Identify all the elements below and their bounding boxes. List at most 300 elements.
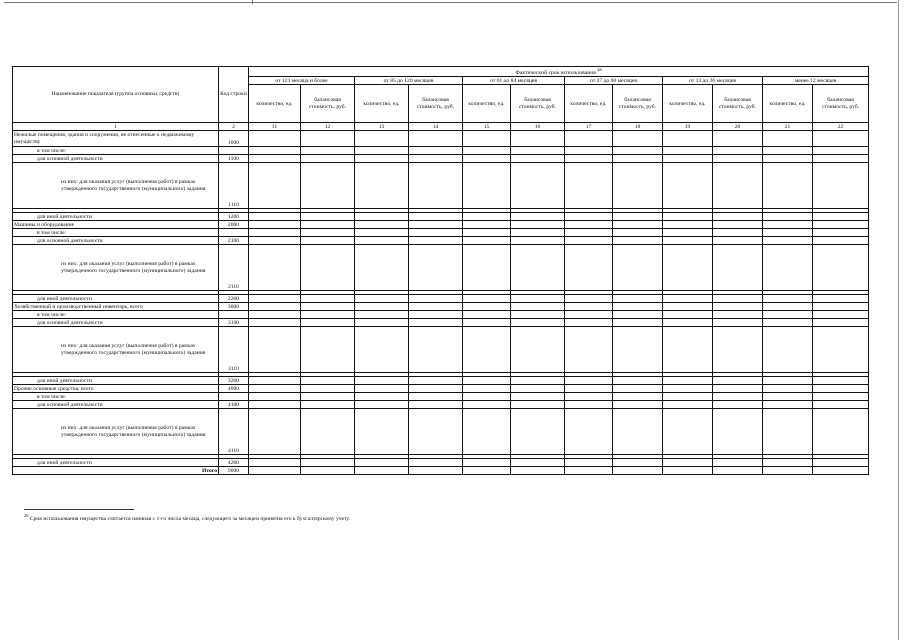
fixed-assets-table-container — [12, 66, 868, 490]
balance-cell[interactable] — [713, 221, 763, 229]
balance-cell[interactable] — [511, 409, 565, 455]
balance-header: балансовая стоимость, руб. — [511, 85, 565, 123]
column-number: 1 — [13, 123, 219, 131]
column-number-row — [13, 123, 869, 131]
balance-cell[interactable] — [713, 147, 763, 155]
qty-cell[interactable] — [663, 163, 713, 209]
balance-cell[interactable] — [613, 295, 663, 303]
table-row — [13, 303, 869, 311]
table-row — [13, 311, 869, 319]
balance-cell[interactable] — [511, 229, 565, 237]
balance-cell[interactable] — [409, 213, 463, 221]
balance-cell[interactable] — [813, 237, 869, 245]
row-code: 3000 — [219, 303, 249, 311]
balance-cell[interactable] — [301, 213, 355, 221]
qty-cell[interactable] — [463, 147, 511, 155]
qty-cell[interactable] — [355, 131, 409, 147]
balance-cell[interactable] — [511, 319, 565, 327]
balance-cell[interactable] — [409, 229, 463, 237]
qty-cell[interactable] — [763, 237, 813, 245]
qty-cell[interactable] — [463, 327, 511, 373]
balance-cell[interactable] — [409, 409, 463, 455]
qty-cell[interactable] — [355, 155, 409, 163]
row-name: из них: для оказания услуг (выполнения работ) в рамках утвержденного государственного (муниципального) задания — [13, 327, 219, 373]
balance-cell[interactable] — [301, 319, 355, 327]
balance-cell[interactable] — [613, 327, 663, 373]
qty-cell[interactable] — [463, 237, 511, 245]
balance-cell[interactable] — [301, 221, 355, 229]
qty-cell[interactable] — [463, 311, 511, 319]
qty-cell[interactable] — [565, 229, 613, 237]
column-number: 14 — [409, 123, 463, 131]
balance-cell[interactable] — [813, 147, 869, 155]
qty-cell[interactable] — [355, 229, 409, 237]
balance-cell[interactable] — [613, 467, 663, 475]
qty-cell[interactable] — [249, 237, 301, 245]
qty-cell[interactable] — [663, 221, 713, 229]
balance-cell[interactable] — [713, 163, 763, 209]
qty-cell[interactable] — [565, 311, 613, 319]
qty-cell[interactable] — [565, 221, 613, 229]
qty-cell[interactable] — [355, 393, 409, 401]
qty-cell[interactable] — [463, 163, 511, 209]
qty-cell[interactable] — [663, 295, 713, 303]
qty-cell[interactable] — [763, 459, 813, 467]
qty-cell[interactable] — [249, 467, 301, 475]
balance-cell[interactable] — [511, 467, 565, 475]
qty-cell[interactable] — [463, 467, 511, 475]
balance-cell[interactable] — [409, 237, 463, 245]
qty-cell[interactable] — [763, 401, 813, 409]
balance-cell[interactable] — [813, 459, 869, 467]
balance-cell[interactable] — [613, 385, 663, 393]
qty-cell[interactable] — [663, 311, 713, 319]
balance-cell[interactable] — [301, 401, 355, 409]
table-row — [13, 131, 869, 147]
balance-cell[interactable] — [511, 327, 565, 373]
balance-cell[interactable] — [409, 221, 463, 229]
balance-cell[interactable] — [613, 459, 663, 467]
qty-cell[interactable] — [663, 409, 713, 455]
qty-cell[interactable] — [565, 147, 613, 155]
qty-cell[interactable] — [463, 131, 511, 147]
balance-cell[interactable] — [409, 311, 463, 319]
qty-cell[interactable] — [763, 147, 813, 155]
qty-cell[interactable] — [249, 377, 301, 385]
balance-cell[interactable] — [301, 409, 355, 455]
column-number: 11 — [249, 123, 301, 131]
table-row — [13, 245, 869, 291]
qty-cell[interactable] — [565, 213, 613, 221]
balance-cell[interactable] — [409, 303, 463, 311]
balance-cell[interactable] — [613, 229, 663, 237]
qty-cell[interactable] — [763, 319, 813, 327]
balance-cell[interactable] — [511, 155, 565, 163]
qty-cell[interactable] — [355, 213, 409, 221]
balance-cell[interactable] — [511, 377, 565, 385]
qty-cell[interactable] — [565, 327, 613, 373]
balance-cell[interactable] — [511, 163, 565, 209]
balance-cell[interactable] — [409, 377, 463, 385]
qty-cell[interactable] — [463, 229, 511, 237]
group-header: от 37 до 60 месяцев — [565, 77, 663, 85]
balance-cell[interactable] — [813, 245, 869, 291]
qty-cell[interactable] — [249, 327, 301, 373]
qty-header: количество, ед. — [355, 85, 409, 123]
balance-cell[interactable] — [613, 245, 663, 291]
qty-cell[interactable] — [763, 467, 813, 475]
qty-cell[interactable] — [355, 147, 409, 155]
balance-cell[interactable] — [613, 213, 663, 221]
balance-cell[interactable] — [813, 131, 869, 147]
qty-cell[interactable] — [565, 163, 613, 209]
qty-cell[interactable] — [663, 229, 713, 237]
balance-cell[interactable] — [511, 147, 565, 155]
qty-cell[interactable] — [565, 319, 613, 327]
qty-cell[interactable] — [663, 213, 713, 221]
qty-cell[interactable] — [249, 147, 301, 155]
balance-cell[interactable] — [713, 213, 763, 221]
balance-cell[interactable] — [813, 377, 869, 385]
balance-cell[interactable] — [511, 237, 565, 245]
balance-cell[interactable] — [409, 401, 463, 409]
balance-cell[interactable] — [713, 245, 763, 291]
balance-cell[interactable] — [613, 131, 663, 147]
balance-cell[interactable] — [813, 221, 869, 229]
balance-cell[interactable] — [409, 385, 463, 393]
balance-cell[interactable] — [813, 213, 869, 221]
qty-cell[interactable] — [663, 401, 713, 409]
qty-cell[interactable] — [355, 319, 409, 327]
qty-cell[interactable] — [463, 221, 511, 229]
qty-cell[interactable] — [249, 221, 301, 229]
balance-cell[interactable] — [613, 155, 663, 163]
balance-cell[interactable] — [713, 319, 763, 327]
qty-cell[interactable] — [355, 401, 409, 409]
balance-cell[interactable] — [511, 459, 565, 467]
table-row — [13, 155, 869, 163]
row-name: Итого — [13, 467, 219, 475]
qty-cell[interactable] — [355, 303, 409, 311]
qty-cell[interactable] — [249, 245, 301, 291]
balance-cell[interactable] — [713, 409, 763, 455]
qty-cell[interactable] — [565, 401, 613, 409]
qty-cell[interactable] — [763, 131, 813, 147]
balance-cell[interactable] — [713, 155, 763, 163]
row-name: для основной деятельности — [13, 237, 219, 245]
qty-cell[interactable] — [249, 213, 301, 221]
row-code: 3110 — [219, 327, 249, 373]
balance-cell[interactable] — [301, 147, 355, 155]
qty-cell[interactable] — [355, 221, 409, 229]
balance-cell[interactable] — [613, 393, 663, 401]
row-code: 1200 — [219, 213, 249, 221]
qty-cell[interactable] — [355, 237, 409, 245]
qty-cell[interactable] — [565, 295, 613, 303]
qty-cell[interactable] — [663, 385, 713, 393]
balance-cell[interactable] — [301, 459, 355, 467]
qty-cell[interactable] — [355, 163, 409, 209]
balance-cell[interactable] — [813, 163, 869, 209]
balance-cell[interactable] — [813, 409, 869, 455]
row-code: 2100 — [219, 237, 249, 245]
balance-cell[interactable] — [713, 459, 763, 467]
qty-cell[interactable] — [763, 295, 813, 303]
balance-cell[interactable] — [713, 467, 763, 475]
balance-cell[interactable] — [409, 155, 463, 163]
balance-cell[interactable] — [613, 221, 663, 229]
balance-cell[interactable] — [813, 311, 869, 319]
balance-cell[interactable] — [813, 385, 869, 393]
balance-cell[interactable] — [409, 131, 463, 147]
qty-cell[interactable] — [663, 319, 713, 327]
balance-cell[interactable] — [511, 295, 565, 303]
balance-cell[interactable] — [409, 245, 463, 291]
qty-cell[interactable] — [763, 409, 813, 455]
qty-cell[interactable] — [355, 467, 409, 475]
qty-cell[interactable] — [249, 155, 301, 163]
balance-cell[interactable] — [511, 393, 565, 401]
balance-cell[interactable] — [613, 409, 663, 455]
balance-cell[interactable] — [301, 131, 355, 147]
balance-cell[interactable] — [713, 131, 763, 147]
qty-cell[interactable] — [663, 131, 713, 147]
balance-cell[interactable] — [301, 311, 355, 319]
balance-cell[interactable] — [301, 295, 355, 303]
balance-cell[interactable] — [613, 377, 663, 385]
balance-cell[interactable] — [409, 459, 463, 467]
header-fact-usage — [249, 67, 869, 77]
balance-cell[interactable] — [301, 163, 355, 209]
row-name: для иной деятельности — [13, 459, 219, 467]
qty-cell[interactable] — [463, 401, 511, 409]
table-row-total — [13, 467, 869, 475]
balance-cell[interactable] — [813, 155, 869, 163]
qty-cell[interactable] — [249, 319, 301, 327]
balance-cell[interactable] — [301, 245, 355, 291]
balance-cell[interactable] — [713, 327, 763, 373]
balance-cell[interactable] — [713, 303, 763, 311]
qty-cell[interactable] — [355, 409, 409, 455]
qty-cell[interactable] — [565, 467, 613, 475]
balance-cell[interactable] — [409, 319, 463, 327]
qty-cell[interactable] — [463, 393, 511, 401]
balance-cell[interactable] — [301, 393, 355, 401]
column-number: 21 — [763, 123, 813, 131]
qty-cell[interactable] — [249, 163, 301, 209]
qty-cell[interactable] — [763, 221, 813, 229]
balance-cell[interactable] — [813, 327, 869, 373]
qty-header: количество, ед. — [565, 85, 613, 123]
balance-cell[interactable] — [713, 311, 763, 319]
balance-cell[interactable] — [409, 163, 463, 209]
row-name: Хозяйственный и производственный инвентарь, всего — [13, 303, 219, 311]
qty-cell[interactable] — [463, 377, 511, 385]
qty-cell[interactable] — [249, 311, 301, 319]
balance-cell[interactable] — [713, 393, 763, 401]
qty-cell[interactable] — [565, 245, 613, 291]
qty-cell[interactable] — [565, 237, 613, 245]
qty-cell[interactable] — [463, 385, 511, 393]
balance-cell[interactable] — [813, 229, 869, 237]
balance-cell[interactable] — [301, 377, 355, 385]
balance-cell[interactable] — [301, 327, 355, 373]
balance-cell[interactable] — [813, 303, 869, 311]
balance-cell[interactable] — [301, 229, 355, 237]
qty-cell[interactable] — [763, 393, 813, 401]
balance-cell[interactable] — [511, 213, 565, 221]
table-row — [13, 213, 869, 221]
balance-header: балансовая стоимость, руб. — [409, 85, 463, 123]
group-header: от 121 месяца и более — [249, 77, 355, 85]
footnote-mark: 26 — [24, 513, 29, 518]
qty-cell[interactable] — [763, 213, 813, 221]
qty-cell[interactable] — [355, 311, 409, 319]
balance-cell[interactable] — [813, 393, 869, 401]
row-code: 4200 — [219, 459, 249, 467]
balance-cell[interactable] — [713, 237, 763, 245]
qty-cell[interactable] — [463, 459, 511, 467]
qty-cell[interactable] — [763, 163, 813, 209]
balance-cell[interactable] — [613, 319, 663, 327]
qty-cell[interactable] — [463, 295, 511, 303]
balance-cell[interactable] — [713, 401, 763, 409]
qty-cell[interactable] — [463, 303, 511, 311]
qty-cell[interactable] — [249, 295, 301, 303]
qty-cell[interactable] — [663, 245, 713, 291]
balance-cell[interactable] — [613, 303, 663, 311]
qty-cell[interactable] — [565, 409, 613, 455]
balance-cell[interactable] — [301, 467, 355, 475]
table-row — [13, 147, 869, 155]
qty-header: количество, ед. — [249, 85, 301, 123]
balance-cell[interactable] — [813, 295, 869, 303]
column-number: 22 — [813, 123, 869, 131]
balance-cell[interactable] — [713, 385, 763, 393]
balance-cell[interactable] — [511, 385, 565, 393]
qty-cell[interactable] — [763, 229, 813, 237]
balance-cell[interactable] — [813, 319, 869, 327]
row-code — [219, 229, 249, 237]
balance-cell[interactable] — [511, 245, 565, 291]
balance-cell[interactable] — [301, 303, 355, 311]
qty-cell[interactable] — [763, 303, 813, 311]
qty-cell[interactable] — [249, 401, 301, 409]
qty-cell[interactable] — [249, 131, 301, 147]
qty-cell[interactable] — [463, 245, 511, 291]
qty-header: количество, ед. — [663, 85, 713, 123]
balance-cell[interactable] — [301, 155, 355, 163]
balance-cell[interactable] — [613, 401, 663, 409]
balance-cell[interactable] — [409, 327, 463, 373]
balance-cell[interactable] — [511, 311, 565, 319]
balance-cell[interactable] — [409, 467, 463, 475]
qty-cell[interactable] — [663, 327, 713, 373]
balance-cell[interactable] — [613, 237, 663, 245]
qty-cell[interactable] — [565, 393, 613, 401]
qty-cell[interactable] — [565, 131, 613, 147]
qty-cell[interactable] — [249, 459, 301, 467]
qty-cell[interactable] — [663, 467, 713, 475]
qty-cell[interactable] — [249, 393, 301, 401]
qty-cell[interactable] — [663, 459, 713, 467]
qty-cell[interactable] — [355, 385, 409, 393]
qty-cell[interactable] — [463, 409, 511, 455]
qty-cell[interactable] — [463, 319, 511, 327]
qty-cell[interactable] — [355, 377, 409, 385]
row-code: 2110 — [219, 245, 249, 291]
qty-cell[interactable] — [663, 303, 713, 311]
balance-cell[interactable] — [409, 393, 463, 401]
qty-cell[interactable] — [763, 327, 813, 373]
qty-cell[interactable] — [463, 155, 511, 163]
balance-cell[interactable] — [511, 221, 565, 229]
balance-cell[interactable] — [813, 401, 869, 409]
balance-cell[interactable] — [613, 163, 663, 209]
table-row — [13, 295, 869, 303]
balance-cell[interactable] — [713, 377, 763, 385]
table-row — [13, 377, 869, 385]
balance-cell[interactable] — [713, 295, 763, 303]
footnote-separator — [24, 509, 134, 510]
qty-cell[interactable] — [565, 385, 613, 393]
balance-cell[interactable] — [613, 147, 663, 155]
qty-cell[interactable] — [249, 303, 301, 311]
qty-cell[interactable] — [663, 393, 713, 401]
balance-cell[interactable] — [409, 295, 463, 303]
qty-cell[interactable] — [663, 237, 713, 245]
qty-cell[interactable] — [463, 213, 511, 221]
balance-cell[interactable] — [813, 467, 869, 475]
balance-cell[interactable] — [613, 311, 663, 319]
table-row — [13, 327, 869, 373]
qty-cell[interactable] — [763, 155, 813, 163]
qty-cell[interactable] — [763, 311, 813, 319]
balance-cell[interactable] — [301, 237, 355, 245]
header-code-column: Код строки — [219, 67, 249, 123]
qty-cell[interactable] — [565, 459, 613, 467]
qty-cell[interactable] — [565, 303, 613, 311]
row-code — [219, 393, 249, 401]
balance-cell[interactable] — [511, 131, 565, 147]
balance-cell[interactable] — [511, 303, 565, 311]
qty-cell[interactable] — [663, 155, 713, 163]
balance-cell[interactable] — [409, 147, 463, 155]
qty-cell[interactable] — [565, 377, 613, 385]
balance-cell[interactable] — [713, 229, 763, 237]
qty-cell[interactable] — [249, 229, 301, 237]
qty-cell[interactable] — [663, 147, 713, 155]
row-name: Нежилые помещения, здания и сооружения, не отнесенные к недвижимому имуществу — [13, 131, 219, 147]
qty-cell[interactable] — [763, 377, 813, 385]
balance-cell[interactable] — [301, 385, 355, 393]
qty-cell[interactable] — [355, 245, 409, 291]
qty-cell[interactable] — [763, 385, 813, 393]
column-number: 19 — [663, 123, 713, 131]
qty-cell[interactable] — [355, 459, 409, 467]
qty-cell[interactable] — [663, 377, 713, 385]
balance-cell[interactable] — [511, 401, 565, 409]
row-name: для основной деятельности — [13, 401, 219, 409]
qty-cell[interactable] — [565, 155, 613, 163]
qty-cell[interactable] — [355, 295, 409, 303]
table-row — [13, 221, 869, 229]
qty-cell[interactable] — [763, 245, 813, 291]
qty-cell[interactable] — [249, 409, 301, 455]
qty-cell[interactable] — [355, 327, 409, 373]
row-name: в том числе: — [13, 393, 219, 401]
qty-cell[interactable] — [249, 385, 301, 393]
